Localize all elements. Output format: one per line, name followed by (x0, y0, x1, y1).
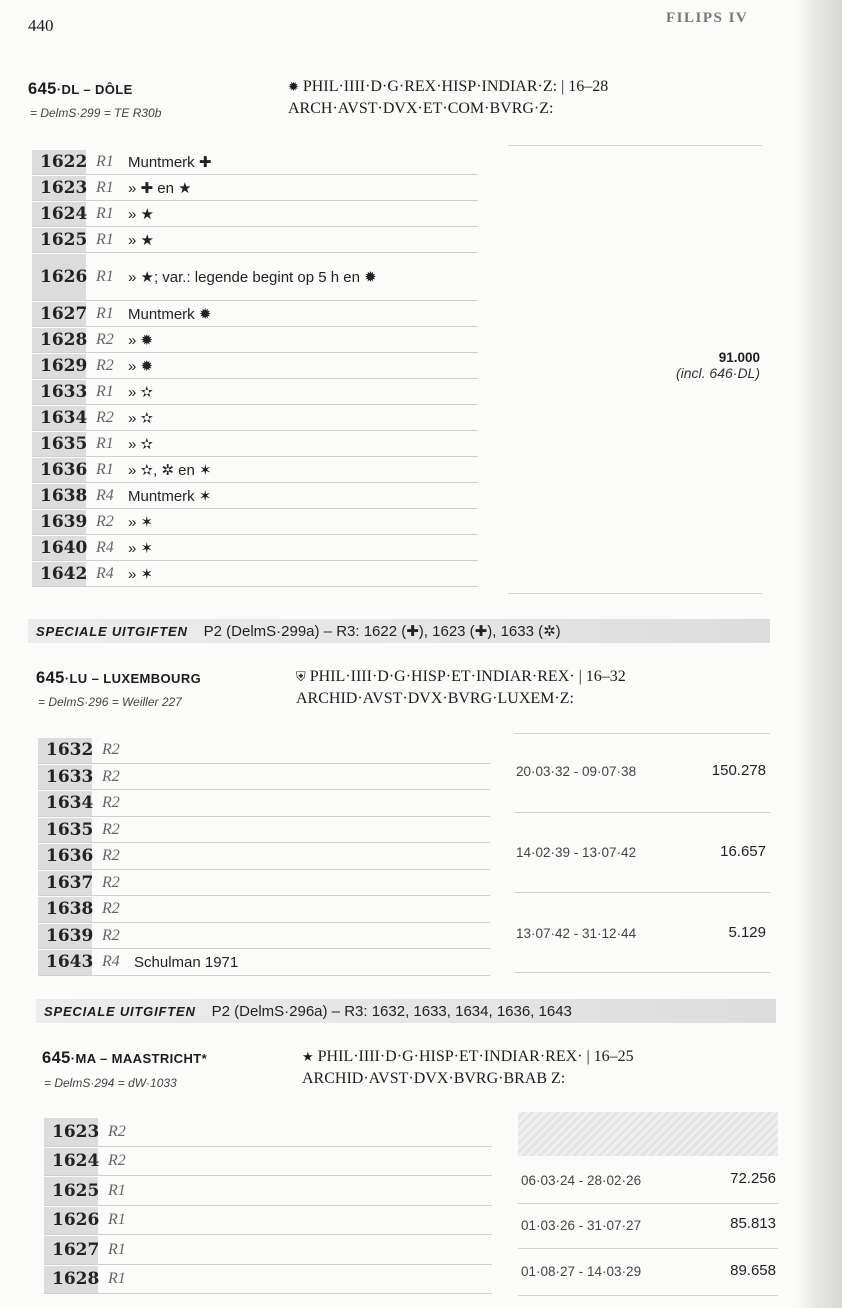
year-cell: 1629 (32, 354, 86, 378)
mintage-total-dole (640, 350, 760, 381)
section-name: ·MA – MAASTRICHT* (70, 1051, 208, 1066)
year-cell: 1638 (32, 484, 86, 508)
rarity-cell: R1 (108, 1181, 126, 1199)
year-cell: 1626 (32, 254, 86, 300)
right-column-rule (518, 1203, 778, 1204)
right-column-rule (514, 812, 770, 813)
year-cell: 1639 (32, 510, 86, 534)
rarity-cell: R1 (96, 461, 114, 478)
year-cell: 1623 (32, 176, 86, 200)
year-cell: 1625 (44, 1177, 98, 1205)
right-column-rule (508, 145, 762, 146)
table-row (44, 1148, 492, 1177)
legend-line-2: ARCHID·AVST·DVX·BVRG·BRAB Z: (302, 1070, 566, 1087)
year-cell: 1637 (38, 871, 92, 896)
period-amount: 85.813 (730, 1215, 776, 1232)
right-column-rule (518, 1295, 778, 1296)
legend-luxembourg (296, 666, 626, 709)
right-column-rule (514, 892, 770, 893)
description-cell: » ✶ (128, 566, 154, 583)
year-cell: 1628 (44, 1266, 98, 1294)
rarity-cell: R1 (96, 268, 114, 285)
year-cell: 1623 (44, 1118, 98, 1146)
rarity-cell: R1 (108, 1211, 126, 1229)
table-row (38, 818, 490, 844)
mintage-value: 91.000 (718, 350, 760, 365)
legend-line-1: PHIL·IIII·D·G·HISP·ET·INDIAR·REX· | 16–25 (317, 1048, 634, 1065)
rarity-cell: R4 (96, 487, 114, 504)
hatched-area (518, 1112, 778, 1156)
special-issues-bar-luxembourg (36, 999, 776, 1023)
section-subtitle-maastricht: = DelmS·294 = dW·1033 (44, 1076, 177, 1090)
table-row (38, 924, 490, 950)
rarity-cell: R1 (96, 205, 114, 222)
period-amount: 16.657 (720, 843, 766, 860)
year-cell: 1633 (38, 765, 92, 790)
year-cell: 1636 (38, 844, 92, 869)
section-name: ·DL – DÔLE (56, 82, 133, 97)
rarity-cell: R1 (96, 435, 114, 452)
period-amount: 150.278 (711, 762, 766, 779)
rarity-cell: R2 (96, 409, 114, 426)
rarity-cell: R2 (102, 767, 120, 785)
year-cell: 1639 (38, 924, 92, 949)
special-issues-bar-dole (28, 619, 770, 643)
page-gutter-shadow (796, 0, 842, 1308)
table-row (38, 897, 490, 923)
legend-line-2: ARCH·AVST·DVX·ET·COM·BVRG·Z: (288, 100, 554, 117)
description-cell: » ★; var.: legende begint op 5 h en ✹ (128, 269, 377, 286)
mintage-note: (incl. 646·DL) (675, 365, 760, 381)
table-row (32, 510, 478, 535)
rarity-cell: R2 (102, 926, 120, 944)
table-row (32, 302, 478, 327)
table-row (44, 1266, 492, 1295)
table-row (32, 432, 478, 457)
rarity-cell: R1 (108, 1240, 126, 1258)
legend-line-2: ARCHID·AVST·DVX·BVRG·LUXEM·Z: (296, 690, 574, 707)
year-cell: 1634 (32, 406, 86, 430)
page-number: 440 (28, 16, 54, 35)
rarity-cell: R2 (102, 900, 120, 918)
table-row (38, 765, 490, 791)
section-name: ·LU – LUXEMBOURG (64, 671, 202, 686)
description-cell: Schulman 1971 (134, 953, 239, 971)
rarity-cell: R1 (96, 153, 114, 170)
table-row (38, 950, 490, 976)
right-column-rule (514, 972, 770, 973)
year-cell: 1624 (32, 202, 86, 226)
period-dates: 14·02·39 - 13·07·42 (516, 845, 637, 860)
table-row (44, 1118, 492, 1147)
star-mintmark-icon: ★ (302, 1050, 314, 1065)
special-label: SPECIALE UITGIFTEN (44, 1003, 196, 1019)
table-row (32, 406, 478, 431)
table-row (32, 484, 478, 509)
rarity-cell: R1 (96, 231, 114, 248)
description-cell: » ✫ (128, 436, 154, 453)
special-text: P2 (DelmS·296a) – R3: 1632, 1633, 1634, 1636, 1643 (211, 1002, 572, 1020)
year-cell: 1633 (32, 380, 86, 404)
period-dates: 20·03·32 - 09·07·38 (516, 764, 637, 779)
table-row (32, 176, 478, 201)
description-cell: » ✶ (128, 540, 154, 557)
table-row (38, 791, 490, 817)
year-cell: 1626 (44, 1207, 98, 1235)
description-cell: » ✹ (128, 358, 154, 375)
table-row (32, 354, 478, 379)
table-row (32, 228, 478, 253)
description-cell: » ✶ (128, 514, 154, 531)
year-cell: 1635 (32, 432, 86, 456)
period-amount: 89.658 (730, 1262, 776, 1279)
special-text: P2 (DelmS·299a) – R3: 1622 (✚), 1623 (✚), 1633 (✲) (203, 623, 561, 640)
description-cell: Muntmerk ✹ (128, 306, 212, 323)
table-row (32, 328, 478, 353)
period-dates: 06·03·24 - 28·02·26 (521, 1173, 642, 1188)
table-row (38, 871, 490, 897)
rarity-cell: R4 (102, 953, 120, 971)
description-cell: » ✹ (128, 332, 154, 349)
description-cell: Muntmerk ✚ (128, 154, 212, 171)
running-head: FILIPS IV (666, 10, 749, 26)
year-cell: 1625 (32, 228, 86, 252)
legend-line-1: PHIL·IIII·D·G·HISP·ET·INDIAR·REX· | 16–32 (309, 668, 626, 685)
description-cell: » ✫ (128, 410, 154, 427)
year-cell: 1624 (44, 1148, 98, 1176)
right-column-rule (514, 733, 770, 734)
year-cell: 1638 (38, 897, 92, 922)
rarity-cell: R4 (96, 565, 114, 582)
table-row (32, 202, 478, 227)
rarity-cell: R1 (96, 179, 114, 196)
year-cell: 1628 (32, 328, 86, 352)
table-row (38, 738, 490, 764)
description-cell: Muntmerk ✶ (128, 488, 212, 505)
shield-mintmark-icon: ⛨ (296, 670, 306, 685)
rarity-cell: R2 (102, 873, 120, 891)
legend-maastricht (302, 1046, 634, 1089)
description-cell: » ✚ en ★ (128, 180, 192, 197)
rarity-cell: R2 (108, 1152, 126, 1170)
year-cell: 1635 (38, 818, 92, 843)
rarity-cell: R2 (108, 1122, 126, 1140)
description-cell: » ★ (128, 232, 154, 249)
rarity-cell: R4 (96, 539, 114, 556)
period-dates: 13·07·42 - 31·12·44 (516, 926, 637, 941)
rarity-cell: R1 (108, 1270, 126, 1288)
year-cell: 1627 (32, 302, 86, 326)
rarity-cell: R2 (102, 794, 120, 812)
table-row (38, 844, 490, 870)
rarity-cell: R2 (102, 847, 120, 865)
table-row (32, 562, 478, 587)
table-row (32, 458, 478, 483)
special-label: SPECIALE UITGIFTEN (36, 623, 188, 639)
year-cell: 1636 (32, 458, 86, 482)
legend-dole (288, 76, 608, 119)
legend-line-1: PHIL·IIII·D·G·REX·HISP·INDIAR·Z: | 16–28 (302, 78, 609, 95)
table-row (32, 150, 478, 175)
table-row (32, 536, 478, 561)
sun-mintmark-icon: ✹ (288, 80, 299, 95)
rarity-cell: R1 (96, 383, 114, 400)
period-amount: 5.129 (728, 924, 766, 941)
table-row (32, 254, 478, 301)
section-title-luxembourg (36, 669, 201, 688)
table-row (44, 1236, 492, 1265)
period-dates: 01·08·27 - 14·03·29 (521, 1264, 642, 1279)
period-amount: 72.256 (730, 1170, 776, 1187)
section-code: 645 (36, 669, 65, 687)
description-cell: » ★ (128, 206, 154, 223)
section-code: 645 (28, 80, 57, 98)
year-cell: 1642 (32, 562, 86, 586)
period-dates: 01·03·26 - 31·07·27 (521, 1218, 642, 1233)
rarity-cell: R2 (96, 513, 114, 530)
description-cell: » ✫, ✲ en ✶ (128, 462, 212, 479)
section-title-dole (28, 80, 133, 99)
table-row (44, 1207, 492, 1236)
table-row (32, 380, 478, 405)
right-column-rule (518, 1248, 778, 1249)
rarity-cell: R2 (102, 820, 120, 838)
year-cell: 1640 (32, 536, 86, 560)
right-column-rule (508, 593, 762, 594)
section-subtitle-dole: = DelmS·299 = TE R30b (30, 106, 162, 120)
rarity-cell: R1 (96, 305, 114, 322)
year-cell: 1622 (32, 150, 86, 174)
section-title-maastricht (42, 1049, 207, 1068)
year-cell: 1627 (44, 1236, 98, 1264)
section-code: 645 (42, 1049, 71, 1067)
rarity-cell: R2 (102, 741, 120, 759)
description-cell: » ✫ (128, 384, 154, 401)
year-cell: 1643 (38, 950, 92, 975)
rarity-cell: R2 (96, 331, 114, 348)
table-row (44, 1177, 492, 1206)
year-cell: 1634 (38, 791, 92, 816)
rarity-cell: R2 (96, 357, 114, 374)
section-subtitle-luxembourg: = DelmS·296 = Weiller 227 (38, 695, 182, 709)
year-cell: 1632 (38, 738, 92, 763)
